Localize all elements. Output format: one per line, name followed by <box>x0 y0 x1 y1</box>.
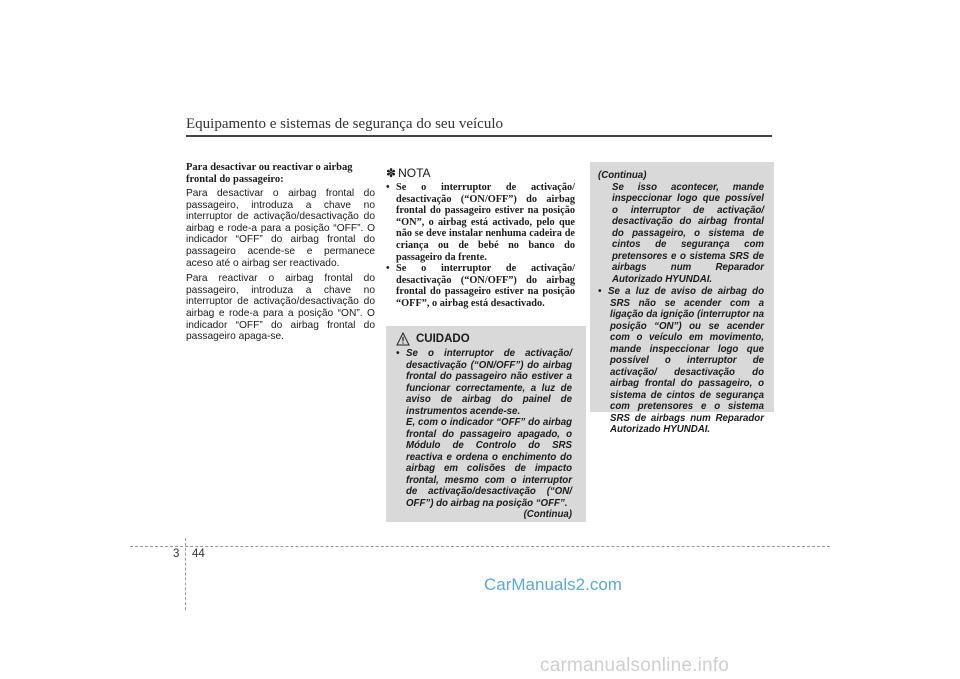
nota-item: • Se o interruptor de activação/ desactivação (“ON/OFF”) do airbag frontal do passageiro estiver na posição “ON”, o airbag está activado, pelo que não se deve instalar nenhuma cadeira de criança ou de bebé no banco do passageiro da frente. <box>386 182 575 263</box>
nota-star-icon: ✽ <box>386 166 397 180</box>
header-rule <box>186 135 772 137</box>
caution-box <box>386 326 586 522</box>
continuation-text: Se isso acontecer, mande inspeccionar logo que possível o interruptor de activação/ desactivação do airbag frontal do passageiro, o sistema de cintos de segurança com pretensores e o sistema SRS de airbags num Reparador Autorizado HYUNDAI. <box>612 181 764 285</box>
page-header-title: Equipamento e sistemas de segurança do seu veículo <box>186 116 503 132</box>
continuation-heading: (Continua) <box>598 170 647 181</box>
column-left <box>186 162 375 347</box>
watermark-carmanuals2: CarManuals2.com <box>484 575 622 594</box>
paragraph-reactivate: Para reactivar o airbag frontal do passageiro, introduza a chave no interruptor de activação/desactivação do airbag e rode-a para a posição “ON”. O indicador “OFF” do airbag frontal do passageiro apaga-se. <box>186 273 375 343</box>
footer-vertical-rule <box>185 538 186 610</box>
caution-item: • Se o interruptor de activação/ desactivação (“ON/OFF”) do airbag frontal do passageiro não estiver a funcionar correctamente, a luz de aviso de airbag do painel de instrumentos acende-se. <box>396 348 572 417</box>
column-middle <box>386 162 575 310</box>
continuation-box <box>590 162 774 435</box>
paragraph-deactivate: Para desactivar o airbag frontal do passageiro, introduza a chave no interruptor de activação/desactivação do airbag e rode-a para a posição “OFF”. O indicador “OFF” do airbag frontal do passageiro acende-se e permanece aceso até o airbag ser reactivado. <box>186 188 375 269</box>
caution-item-continued: E, com o indicador “OFF” do airbag frontal do passageiro apagado, o Módulo de Controlo do SRS reactiva e ordena o enchimento do airbag em colisões de impacto frontal, mesmo com o interruptor de activação/desactivação (“ON/ OFF”) do airbag na posição “OFF”. <box>406 417 572 509</box>
continuation-item: • Se a luz de aviso de airbag do SRS não se acender com a ligação da ignição (interruptor na posição “ON”) ou se acender com o veículo em movimento, mande inspeccionar logo que possível o interruptor de activação/ desactivação do airbag frontal do passageiro, o sistema de cintos de segurança com pretensores e o sistema SRS de airbags num Reparador Autorizado HYUNDAI. <box>598 286 764 435</box>
warning-triangle-icon <box>396 332 410 346</box>
caution-header <box>396 332 572 346</box>
nota-list <box>386 182 575 310</box>
nota-title <box>386 166 575 180</box>
nota-label: NOTA <box>398 166 431 180</box>
footer-rule <box>130 546 830 547</box>
section-heading: Para desactivar ou reactivar o airbag frontal do passageiro: <box>186 162 353 185</box>
page-number: 44 <box>192 548 205 560</box>
watermark-carmanualsonline: carmanualsonline.info <box>540 655 730 676</box>
caution-title: CUIDADO <box>416 333 470 345</box>
nota-item: • Se o interruptor de activação/ desactivação (“ON/OFF”) do airbag frontal do passageiro estiver na posição “OFF”, o airbag está desactivado. <box>386 263 575 309</box>
caution-continued-label: (Continua) <box>523 509 572 520</box>
section-number: 3 <box>173 548 180 560</box>
